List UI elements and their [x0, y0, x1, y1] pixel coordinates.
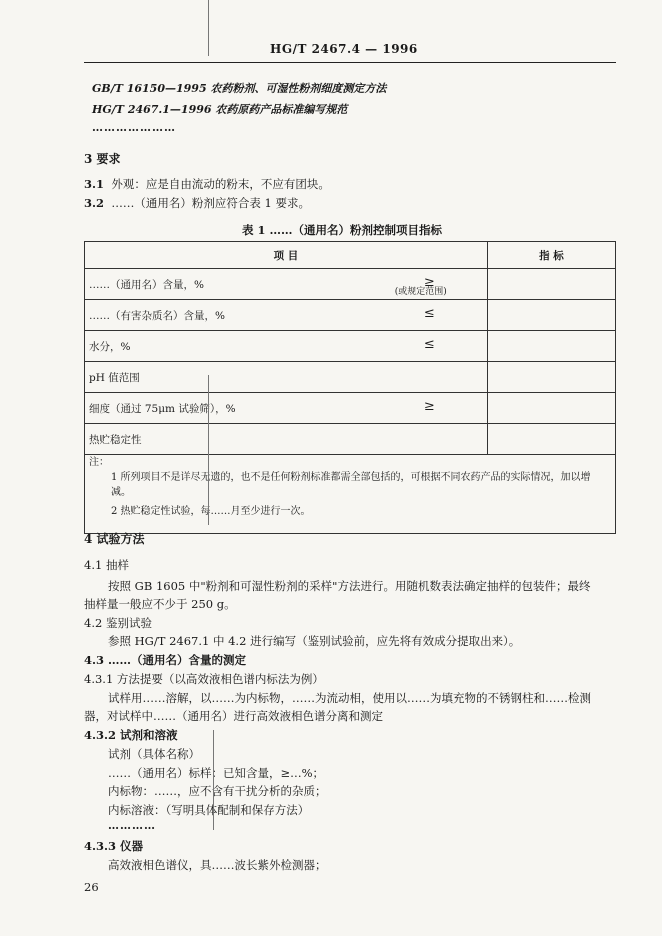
section-3-heading: 3 要求: [84, 152, 121, 166]
note-1: 1 所列项目不是详尽无遗的，也不是任何粉剂标准都需全部包括的，可根据不同农药产品的实际情况，加以增减。: [111, 472, 591, 498]
table-1: [84, 241, 616, 534]
reference-line: HG/T 2467.1—1996 农药原药产品标准编写规范: [92, 103, 348, 116]
table-cell-item: [85, 362, 488, 393]
reference-ellipsis: …………………: [92, 121, 176, 134]
table-row: [85, 362, 616, 393]
table-cell-item: [85, 300, 488, 331]
clause-4-1-heading: 4.1 抽样: [84, 558, 129, 572]
clause-4-3-1-text: 试样用……溶解，以……为内标物，……为流动相，使用以……为填充物的不锈钢柱和……检测: [108, 691, 591, 705]
clause-4-3-heading: 4.3 ……（通用名）含量的测定: [84, 653, 247, 667]
limit-symbol: ≥: [423, 399, 435, 414]
table-cell-spec: [487, 331, 615, 362]
table-cell-item: [85, 393, 488, 424]
table-row: [85, 269, 616, 300]
table-row: [85, 331, 616, 362]
table-header-item: 项 目: [85, 242, 488, 269]
table-1-caption: 表 1 ……（通用名）粉剂控制项目指标: [242, 223, 443, 237]
table-row: [85, 393, 616, 424]
table-cell-item: [85, 331, 488, 362]
reagent-line: ……（通用名）标样：已知含量，≥…%；: [108, 766, 325, 780]
clause-4-2-heading: 4.2 鉴别试验: [84, 616, 152, 630]
table-cell-item: [85, 424, 488, 455]
header-rule: [84, 62, 616, 63]
item-label: 细度（通过 75μm 试验筛），%: [89, 402, 236, 415]
table-cell-spec: [487, 300, 615, 331]
note-2: 2 热贮稳定性试验，每……月至少进行一次。: [111, 506, 311, 517]
table-notes-row: [85, 455, 616, 534]
item-label: 热贮稳定性: [89, 433, 142, 446]
standard-code-header: HG/T 2467.4 — 1996: [270, 42, 418, 56]
page-number: 26: [84, 880, 99, 894]
reagent-line: 内标物：……，应不含有干扰分析的杂质；: [108, 784, 327, 798]
clause-4-2-text: 参照 HG/T 2467.1 中 4.2 进行编写（鉴别试验前，应先将有效成分提取出来）。: [108, 634, 521, 648]
clause-3-2: [84, 195, 310, 211]
clause-number: 3.2: [84, 196, 105, 210]
limit-symbol: ≥: [423, 275, 435, 290]
limit-symbol: ≤: [423, 337, 435, 352]
table-row: [85, 424, 616, 455]
table-cell-item: [85, 269, 488, 300]
clause-4-3-1-text: 器，对试样中……（通用名）进行高效液相色谱分离和测定: [84, 709, 383, 723]
table-cell-spec: [487, 393, 615, 424]
clause-4-3-3-text: 高效液相色谱仪，具……波长紫外检测器；: [108, 858, 327, 872]
scan-artifact-line: [213, 730, 214, 830]
reagent-line: 试剂（具体名称）: [108, 747, 200, 761]
limit-note: (或规定范围): [394, 287, 447, 297]
clause-4-3-1-heading: 4.3.1 方法提要（以高效液相色谱内标法为例）: [84, 672, 324, 686]
table-cell-spec: [487, 362, 615, 393]
clause-3-1: [84, 176, 330, 192]
clause-number: 3.1: [84, 177, 105, 191]
clause-text: ……（通用名）粉剂应符合表 1 要求。: [111, 196, 310, 210]
item-label: ……（有害杂质名）含量，%: [89, 309, 225, 322]
table-notes: [85, 455, 616, 534]
limit-symbol: ≤: [423, 306, 435, 321]
reagent-line: 内标溶液：（写明具体配制和保存方法）: [108, 803, 310, 817]
reference-line: GB/T 16150—1995 农药粉剂、可湿性粉剂细度测定方法: [92, 82, 387, 95]
table-header-spec: 指 标: [487, 242, 615, 269]
clause-4-3-3-heading: 4.3.3 仪器: [84, 839, 144, 853]
table-cell-spec: [487, 424, 615, 455]
notes-label: 注：: [89, 457, 109, 468]
reagent-ellipsis: …………: [108, 819, 156, 832]
item-label: pH 值范围: [89, 371, 140, 384]
clause-4-1-text: 按照 GB 1605 中"粉剂和可湿性粉剂的采样"方法进行。用随机数表法确定抽样的包装件；最终: [108, 579, 591, 593]
clause-text: 外观：应是自由流动的粉末，不应有团块。: [111, 177, 330, 191]
scan-artifact-line: [208, 0, 209, 56]
scan-artifact-line: [208, 375, 209, 525]
table-cell-spec: [487, 269, 615, 300]
section-4-heading: 4 试验方法: [84, 532, 145, 546]
clause-4-3-2-heading: 4.3.2 试剂和溶液: [84, 728, 178, 742]
table-row: [85, 300, 616, 331]
item-label: ……（通用名）含量，%: [89, 278, 204, 291]
clause-4-1-text: 抽样量一般应不少于 250 g。: [84, 597, 236, 611]
item-label: 水分，%: [89, 340, 131, 353]
